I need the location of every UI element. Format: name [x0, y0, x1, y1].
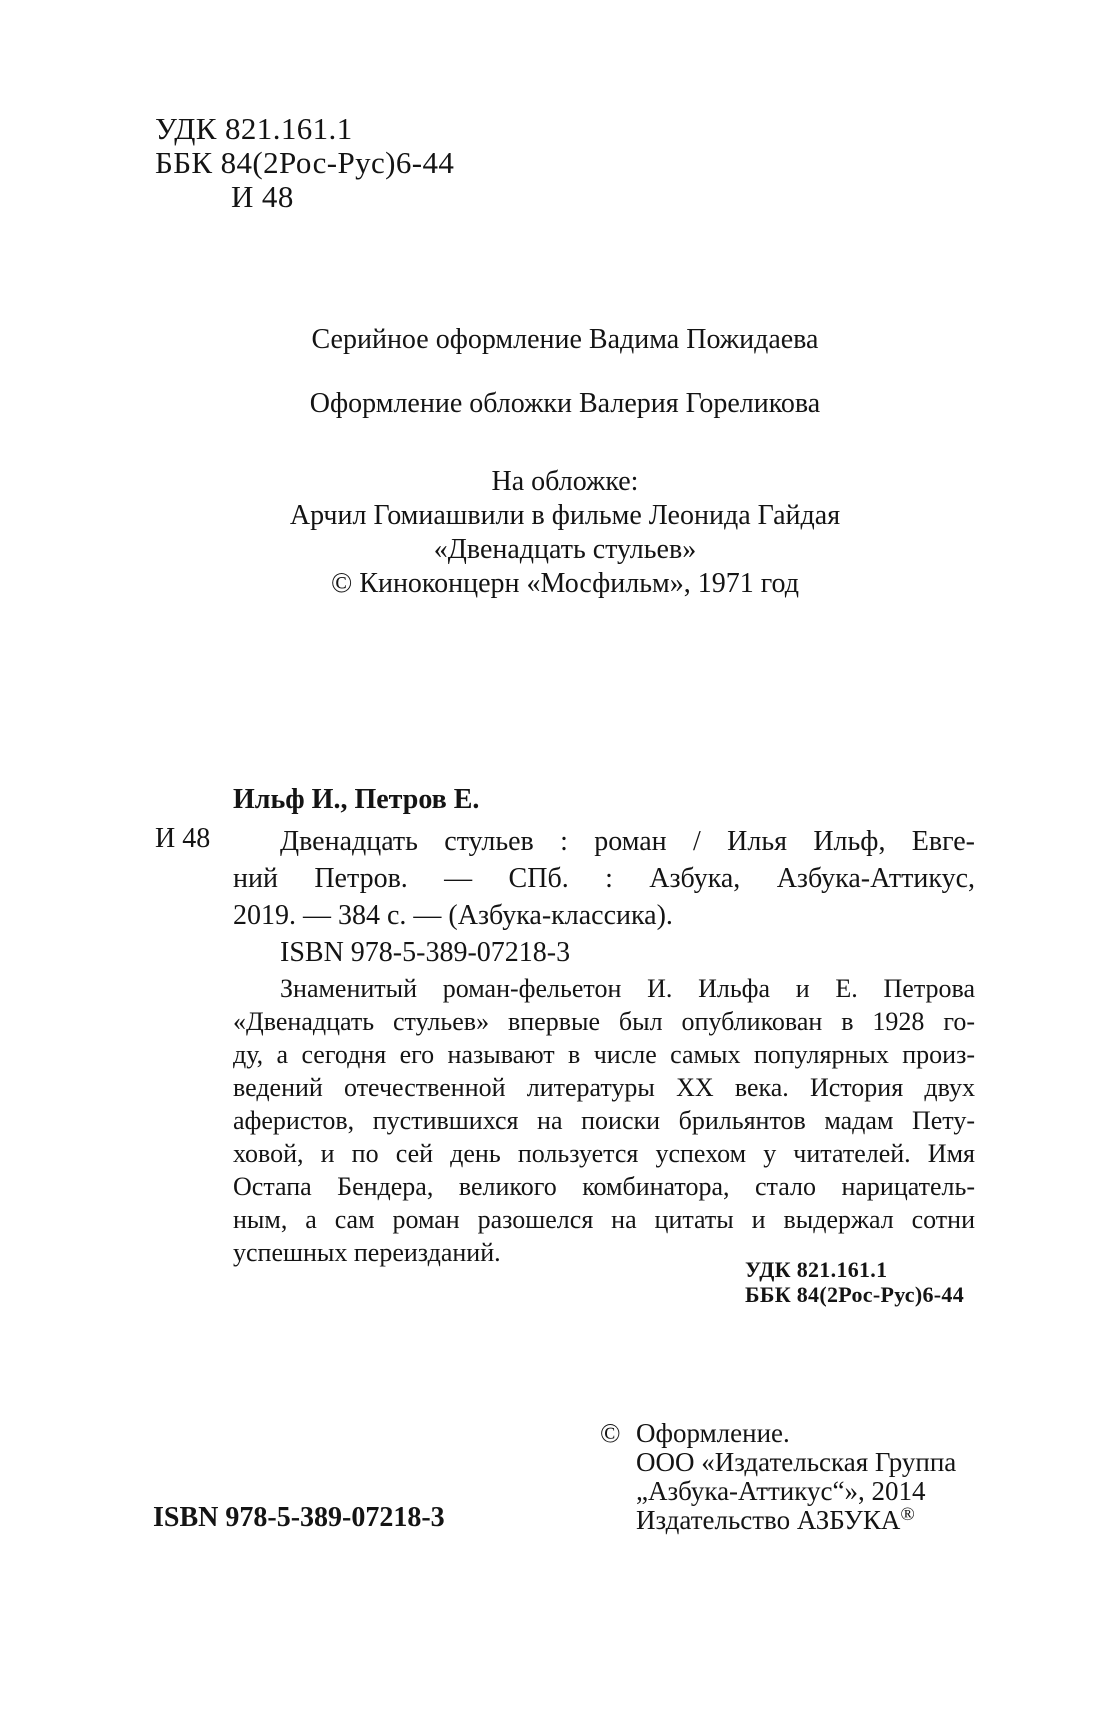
- cover-note-film-title: «Двенадцать стульев»: [433, 534, 697, 565]
- card-description-line: Двенадцать стульев : роман / Илья Ильф, Евге-: [280, 826, 975, 857]
- author-sign-code: И 48: [231, 179, 294, 214]
- annotation-line: Остапа Бендера, великого комбинатора, стало нарицатель-: [233, 1172, 975, 1201]
- card-bbk-code: ББК 84(2Рос-Рус)6-44: [745, 1282, 965, 1307]
- annotation-line: ведений отечественной литературы ХХ века. История двух: [233, 1073, 975, 1102]
- cover-note-actor-line: Арчил Гомиашвили в фильме Леонида Гайдая: [289, 500, 841, 531]
- footer-copyright-block: [600, 1419, 956, 1535]
- annotation-line: аферистов, пустившихся на поиски брильянтов мадам Пету-: [233, 1106, 975, 1135]
- annotation-paragraph: [233, 972, 975, 1269]
- copyright-line: ООО «Издательская Группа: [636, 1447, 957, 1477]
- registered-trademark-symbol: ®: [900, 1504, 915, 1525]
- publisher-name: Издательство АЗБУКА: [636, 1505, 901, 1535]
- card-description-line: 2019. — 384 с. — (Азбука-классика).: [233, 900, 673, 931]
- catalog-card-authors: Ильф И., Петров Е.: [233, 784, 480, 815]
- card-udk-code: УДК 821.161.1: [745, 1257, 888, 1282]
- annotation-line: Знаменитый роман-фельетон И. Ильфа и Е. Петрова: [280, 974, 975, 1003]
- copyright-line: [636, 1506, 956, 1535]
- cover-note-heading: На обложке:: [491, 466, 639, 497]
- top-classification-codes: [155, 112, 454, 214]
- annotation-line: ховой, и по сей день пользуется успехом у читателей. Имя: [233, 1139, 975, 1168]
- card-isbn: ISBN 978-5-389-07218-3: [280, 937, 571, 968]
- annotation-line: успешных переизданий.: [233, 1238, 501, 1267]
- cover-note: [155, 465, 975, 601]
- series-design-credit: Серийное оформление Вадима Пожидаева: [311, 324, 819, 355]
- bbk-code: ББК 84(2Рос-Рус)6-44: [155, 145, 455, 180]
- annotation-line: ным, а сам роман разошелся на цитаты и выдержал сотни: [233, 1205, 975, 1234]
- annotation-line: ду, а сегодня его называют в числе самых популярных произ-: [233, 1040, 975, 1069]
- catalog-card-index: И 48: [155, 823, 211, 854]
- card-classification-codes: [745, 1257, 964, 1307]
- copyright-symbol: ©: [600, 1418, 621, 1448]
- annotation-line: «Двенадцать стульев» впервые был опубликован в 1928 го-: [233, 1007, 975, 1036]
- cover-note-film-copyright: © Киноконцерн «Мосфильм», 1971 год: [331, 568, 799, 599]
- copyright-line: Оформление.: [636, 1418, 790, 1448]
- catalog-card-description: [233, 823, 975, 971]
- card-description-line: ний Петров. — СПб. : Азбука, Азбука-Аттикус,: [233, 863, 975, 894]
- footer-isbn: ISBN 978-5-389-07218-3: [153, 1502, 445, 1533]
- cover-design-credit: Оформление обложки Валерия Гореликова: [309, 388, 821, 419]
- udk-code: УДК 821.161.1: [155, 111, 353, 146]
- copyright-line: „Азбука-Аттикус“», 2014: [636, 1476, 926, 1506]
